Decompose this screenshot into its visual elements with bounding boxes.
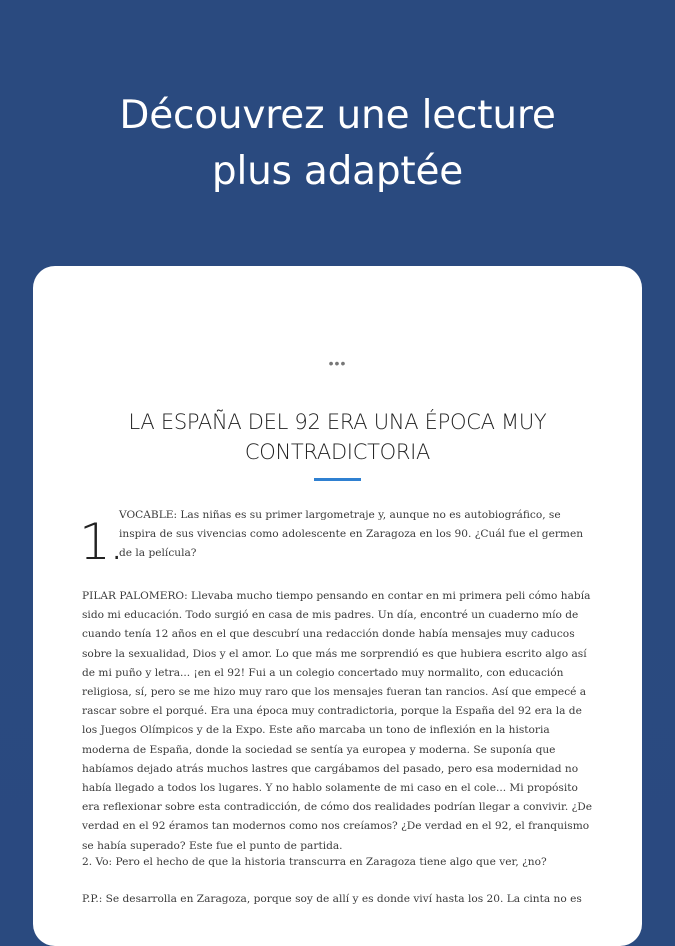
headline-line-2: plus adaptée	[211, 149, 464, 194]
article-title-line-2: CONTRADICTORIA	[244, 440, 431, 464]
article-title-line-1: LA ESPAÑA DEL 92 ERA UNA ÉPOCA MUY	[128, 410, 547, 434]
question-2-text: 2. Vo: Pero el hecho de que la historia transcurra en Zaragoza tiene algo que ver, ¿no?	[82, 856, 547, 868]
answer-text: PILAR PALOMERO: Llevaba mucho tiempo pensando en contar en mi primera peli cómo había sido mi educación. Todo surgió en casa de mis padres. Un día, encontré un cuaderno mío de cuando tenía 12 años en el que descubrí una redacción donde había mensajes muy caducos sobre la sexualidad, Dios y el amor. Lo que más me sorprendió es que hubiera escrito algo así de mi puño y letra... ¡en el 92! Fui a un colegio concertado muy normalito, con educación religiosa, sí, pero se me hizo muy raro que los mensajes fueran tan rancios. Así que empecé a rascar sobre el porqué. Era una época muy contradictoria, porque la España del 92 era la de los Juegos Olímpicos y de la Expo. Este año marcaba un tono de inflexión en la historia moderna de España, donde la sociedad se sentía ya europea y moderna. Se suponía que habíamos dejado atrás muchos lastres que cargábamos del pasado, pero esa modernidad no había llegado a todos los lugares. Y no hablo solamente de mi caso en el cole... Mi propósito era reflexionar sobre esta contradicción, de cómo dos realidades podrían llegar a convivir. ¿De verdad en el 92 éramos tan modernos como nos creíamos? ¿De verdad en el 92, el franquismo se había superado? Este fue el punto de partida.	[82, 590, 593, 852]
article-preview-card	[33, 266, 642, 946]
title-underline-accent	[314, 478, 361, 481]
question-number: 1.	[79, 513, 123, 571]
question-text: VOCABLE: Las niñas es su primer largometraje y, aunque no es autobiográfico, se inspira de sus vivencias como adolescente en Zaragoza en los 90. ¿Cuál fue el germen de la película?	[119, 509, 584, 560]
answer-paragraph	[82, 587, 594, 856]
question-2-paragraph	[82, 853, 594, 872]
article-title	[33, 407, 642, 467]
promo-headline	[0, 88, 675, 200]
section-divider-dots: •••	[328, 355, 347, 371]
answer-2-text: P.P.: Se desarrolla en Zaragoza, porque soy de allí y es donde viví hasta los 20. La cinta no es	[82, 893, 582, 905]
headline-line-1: Découvrez une lecture	[119, 93, 556, 138]
question-paragraph	[119, 506, 589, 564]
